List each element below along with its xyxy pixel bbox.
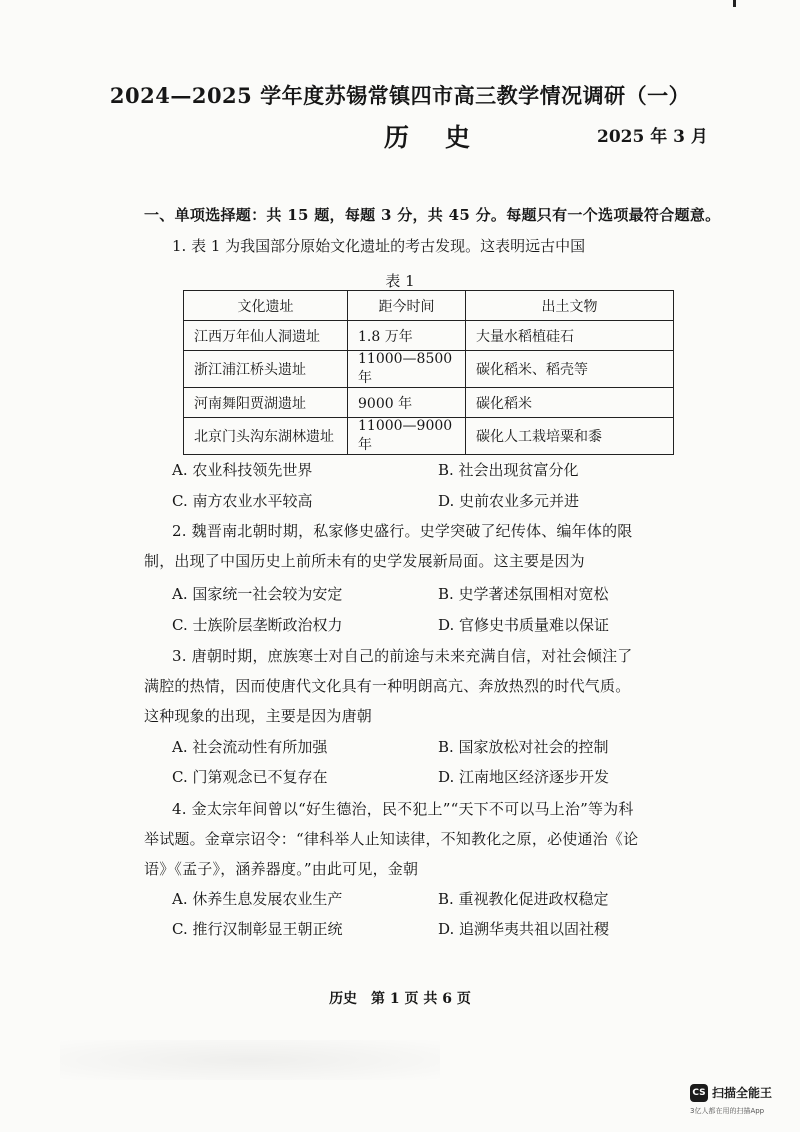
page-footer: 历史 第 1 页 共 6 页 xyxy=(329,991,471,1007)
question-2-option-b: B. 史学著述氛围相对宽松 xyxy=(438,585,609,603)
table-row xyxy=(184,321,674,351)
question-4-stem: 4. 金太宗年间曾以“好生德治，民不犯上”“天下不可以马上治”等为科举试题。金章宗诏令：“律科举人止知读律，不知教化之原，必使通治《论语》《孟子》，涵养器度。”由此可见，金朝 xyxy=(144,800,639,878)
table-caption: 表 1 xyxy=(385,272,415,290)
question-3-option-c: C. 门第观念已不复存在 xyxy=(172,768,328,786)
question-3-option-d: D. 江南地区经济逐步开发 xyxy=(438,768,610,786)
table-header: 文化遗址 xyxy=(184,291,348,321)
archaeology-table xyxy=(183,290,674,455)
page-title: 2024—2025 学年度苏锡常镇四市高三教学情况调研（一） xyxy=(109,83,691,108)
corner-mark xyxy=(733,0,736,7)
table-header: 距今时间 xyxy=(348,291,466,321)
table-cell: 碳化稻米 xyxy=(466,388,674,418)
table-row xyxy=(184,418,674,455)
scanner-watermark xyxy=(690,1082,790,1122)
question-1-option-c: C. 南方农业水平较高 xyxy=(172,492,313,510)
table-cell: 11000—8500 年 xyxy=(348,351,466,388)
question-2-option-c: C. 士族阶层垄断政治权力 xyxy=(172,616,343,634)
question-4-option-d: D. 追溯华夷共祖以固社稷 xyxy=(438,920,610,938)
table-row xyxy=(184,351,674,388)
question-3-stem: 3. 唐朝时期，庶族寒士对自己的前途与未来充满自信，对社会倾注了满腔的热情，因而使唐代文化具有一种明朗高亢、奔放热烈的时代气质。这种现象的出现，主要是因为唐朝 xyxy=(144,647,633,725)
table-header: 出土文物 xyxy=(466,291,674,321)
question-4-option-b: B. 重视教化促进政权稳定 xyxy=(438,890,609,908)
table-cell: 1.8 万年 xyxy=(348,321,466,351)
question-1-option-d: D. 史前农业多元并进 xyxy=(438,492,580,510)
question-3-option-a: A. 社会流动性有所加强 xyxy=(172,738,328,756)
question-4-option-a: A. 休养生息发展农业生产 xyxy=(172,890,343,908)
table-cell: 9000 年 xyxy=(348,388,466,418)
section-heading: 一、单项选择题：共 15 题，每题 3 分，共 45 分。每题只有一个选项最符合题意。 xyxy=(144,206,721,224)
table-cell: 碳化稻米、稻壳等 xyxy=(466,351,674,388)
subject-heading: 历史 xyxy=(384,123,507,152)
question-3-option-b: B. 国家放松对社会的控制 xyxy=(438,738,609,756)
table-cell: 江西万年仙人洞遗址 xyxy=(184,321,348,351)
question-1-option-a: A. 农业科技领先世界 xyxy=(172,461,313,479)
table-header-row xyxy=(184,291,674,321)
scanner-logo-icon: CS xyxy=(690,1084,708,1102)
table-cell: 11000—9000 年 xyxy=(348,418,466,455)
question-2-option-a: A. 国家统一社会较为安定 xyxy=(172,585,343,603)
table-cell: 大量水稻植硅石 xyxy=(466,321,674,351)
exam-date: 2025 年 3 月 xyxy=(597,127,708,147)
table-cell: 河南舞阳贾湖遗址 xyxy=(184,388,348,418)
question-1-option-b: B. 社会出现贫富分化 xyxy=(438,461,579,479)
table-cell: 浙江浦江桥头遗址 xyxy=(184,351,348,388)
question-1-stem: 1. 表 1 为我国部分原始文化遗址的考古发现。这表明远古中国 xyxy=(172,237,586,255)
question-4-option-c: C. 推行汉制彰显王朝正统 xyxy=(172,920,343,938)
scanner-tagline: 3亿人都在用的扫描App xyxy=(690,1107,765,1115)
table-cell: 碳化人工栽培粟和黍 xyxy=(466,418,674,455)
table-row xyxy=(184,388,674,418)
table-cell: 北京门头沟东湖林遗址 xyxy=(184,418,348,455)
scanner-app-name: 扫描全能王 xyxy=(712,1086,773,1100)
question-2-stem: 2. 魏晋南北朝时期，私家修史盛行。史学突破了纪传体、编年体的限制，出现了中国历史上前所未有的史学发展新局面。这主要是因为 xyxy=(144,522,633,570)
scan-smudge xyxy=(60,1040,440,1080)
question-2-option-d: D. 官修史书质量难以保证 xyxy=(438,616,610,634)
